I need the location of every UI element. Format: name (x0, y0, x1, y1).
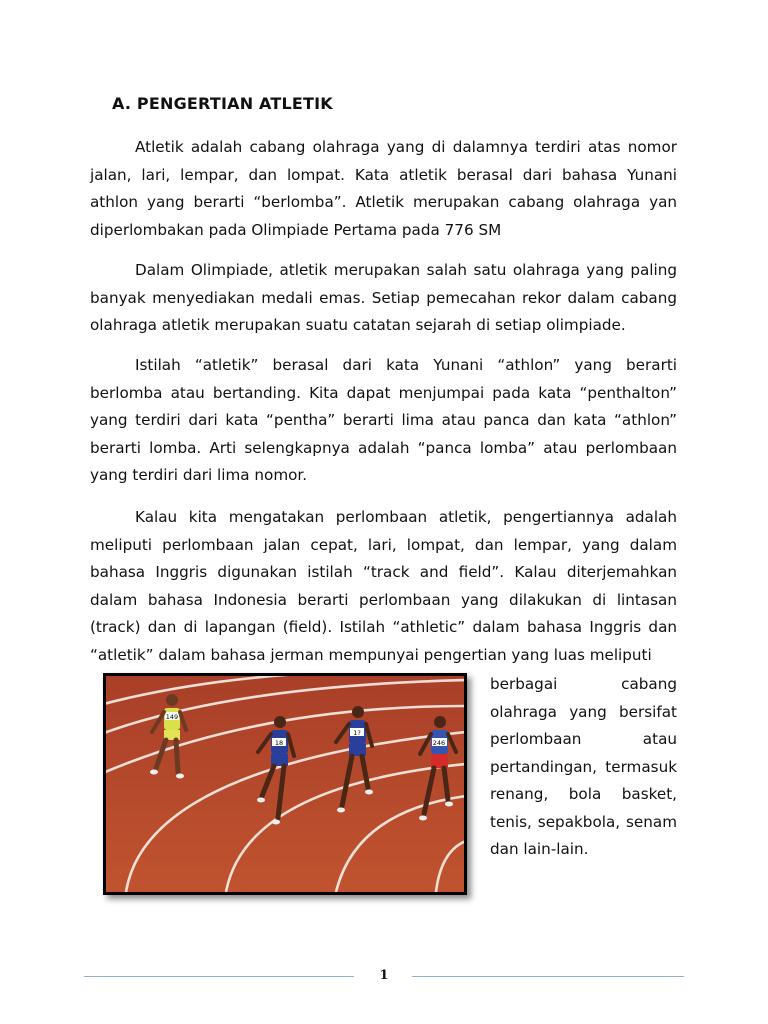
section-heading: A. PENGERTIAN ATLETIK (112, 94, 333, 113)
paragraph-2-text: Dalam Olimpiade, atletik merupakan salah satu olahraga yang paling banyak menyediakan medali emas. Setiap pemecahan rekor dalam cabang olahraga atletik merupakan suatu catatan sejarah di setiap olimpiade. (90, 261, 677, 334)
paragraph-1-text: Atletik adalah cabang olahraga yang di dalamnya terdiri atas nomor jalan, lari, lempar, dan lompat. Kata atletik berasal dari bahasa Yunani athlon yang berarti “berlomba”. Atletik merupakan cabang olahraga yan diperlombakan pada Olimpiade Pertama pada 776 SM (90, 138, 677, 239)
page-number: 1 (379, 968, 389, 983)
bib-blue-2: 1? (353, 729, 361, 737)
bib-yellow: 149 (165, 713, 179, 721)
paragraph-4 (90, 504, 677, 669)
paragraph-3 (90, 352, 677, 490)
footer-rule-right (412, 976, 684, 977)
paragraph-4-text: Kalau kita mengatakan perlombaan atletik, pengertiannya adalah meliputi perlombaan jalan cepat, lari, lompat, dan lempar, yang dalam bahasa Inggris digunakan istilah “track and field”. Kalau diterjemahkan dalam bahasa Indonesia berarti perlombaan yang dilakukan di lintasan (track) dan di lapangan (field). Istilah “athletic” dalam bahasa Inggris dan “atletik” dalam bahasa jerman mempunyai pengertian yang luas meliputi (90, 508, 677, 664)
track-illustration (106, 676, 464, 892)
bib-blue-1: 18 (274, 739, 284, 747)
side-paragraph: berbagai cabang olahraga yang bersifat perlombaan atau pertandingan, termasuk renang, bola basket, tenis, sepakbola, senam dan lain-lain. (490, 675, 677, 858)
runners-photo (103, 673, 467, 895)
paragraph-2 (90, 257, 677, 340)
bib-red: 246 (432, 739, 446, 747)
paragraph-1 (90, 134, 677, 244)
footer-rule-left (84, 976, 354, 977)
paragraph-3-text: Istilah “atletik” berasal dari kata Yunani “athlon” yang berarti berlomba atau bertanding. Kita dapat menjumpai pada kata “penthalton” yang terdiri dari kata “pentha” berarti lima atau panca dan kata “athlon” berarti lomba. Arti selengkapnya adalah “panca lomba” atau perlombaan yang terdiri dari lima nomor. (90, 356, 677, 484)
